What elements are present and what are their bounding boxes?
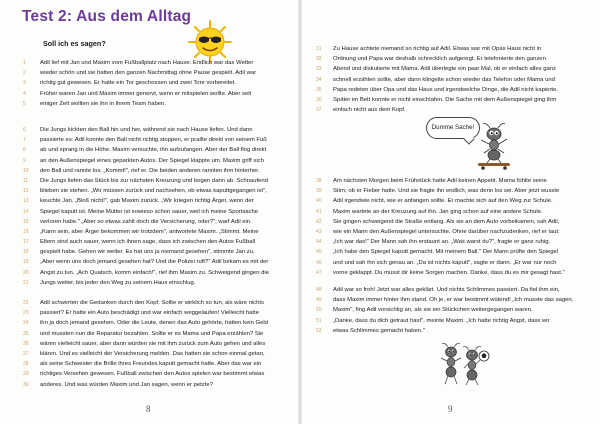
text-line [23,247,281,257]
text-line [316,268,586,278]
line-text: „Aber wenn uns doch jemand gesehen hat? Und die Polizei ruft?" Adil bekam es mit der [40,259,269,266]
line-number: 32 [316,56,322,63]
page-number: 8 [146,404,151,414]
line-text: Zu Hause achtete niemand so richtig auf Adil. Etwas war mit Opas Haus nicht in [333,46,542,52]
line-text: Eltern sind auch sauer, wenn ich ihnen sage, dass ich zwischen den Autos Fußball [40,239,256,246]
line-text: den Ball und rannte los. „Kommt!", rief er. Die beiden anderen rannten ihm hinterher. [40,167,260,174]
line-number: 31 [316,46,322,52]
text-line [23,278,281,288]
text-line [316,316,586,326]
line-text: Früher waren Jan und Maxim immer genervt, wenn er mitspielen wollte. Aber seit [40,90,252,97]
line-text: verloren habe." „Aber so etwas zahlt doch die Versicherung, oder?", warf Adil ein. [40,218,252,225]
line-text: „Danke, dass du dich getraut hast", meinte Maxim. „Ich hatte richtig Angst, dass wir [333,317,550,324]
text-line [316,176,586,186]
text-line [23,217,281,227]
line-text: Abend und diskutierte mit Mama. Adil überlegte ein paar Mal, ob er einfach alles ganz [333,66,556,73]
line-number: 47 [316,269,322,276]
text-line [23,58,281,68]
line-text: Adil war so froh! Jetzt war alles geklärt. Und nichts Schlimmes passiert. Da fiel ihm ein, [333,287,560,293]
line-number: 36 [316,96,322,103]
line-text: Adil lief mit Jan und Maxim vom Fußballplatz nach Hause. Endlich war das Wetter [40,60,254,66]
text-line [316,295,586,305]
two-ants-with-ball-icon [438,343,490,387]
line-text: Spiegel kaputt ist. Meine Mutter ist sowieso schon sauer, weil ich meine Sportsache [40,208,259,215]
text-line [23,257,281,267]
line-number: 8 [23,147,26,154]
line-text: Stirn, ob er Fieber hatte. Und sie fragte ihn endlich, was denn los sei. Aber jetzt wusste [333,188,560,195]
line-text: passierte es: Adil konnte den Ball nicht richtig stoppen, er prallte direkt von seinem Fuß [40,137,267,144]
line-text: Sie gingen schweigend die Straße entlang. Als sie an dem Auto vorbeikamen, sah Adil, [333,218,560,225]
line-number: 4 [23,90,26,97]
line-number: 21 [23,279,29,286]
line-text: Adil schwirrten die Gedanken durch den Kopf. Sollte er wirklich so tun, als wäre nichts [40,300,264,306]
line-text: Ordnung und Papa war deshalb schrecklich aufgeregt. Er telefonierte den ganzen [333,56,546,63]
section-question: Soll ich es sagen? [43,39,106,48]
text-line [23,78,281,88]
line-number: 50 [316,307,322,314]
text-line [23,359,281,369]
text-line [23,308,281,318]
text-line [316,305,586,315]
line-text: wie ein Mann den Außenspiegel untersuchte. Ohne darüber nachzudenken, rief er laut: [333,228,560,235]
paragraph [316,44,586,115]
line-text: Papa redeten über Opa und das Haus und irgendwelche Dinge, die Adil nicht kapierte. [333,86,558,93]
line-text: richtig gut gewesen. Er hatte ein Tor geschossen und zwei Tore vorbereitet. [40,80,236,87]
line-number: 3 [23,80,26,87]
text-line [23,329,281,339]
line-number: 7 [23,137,26,144]
line-number: 52 [316,327,322,334]
line-number: 16 [23,228,29,235]
text-line [316,227,586,237]
line-number: 26 [23,340,29,347]
text-line [316,85,586,95]
line-text: „Ich war das!" Der Mann sah ihn erstaunt an. „Was warst du?", fragte er ganz ruhig. [333,239,551,246]
line-number: 11 [23,177,29,184]
line-text: wären vielleicht sauer, aber dann würden sie mit ihm zurück zum Auto gehen und alles [40,340,266,347]
text-line [316,75,586,85]
line-text: und und sah ihn sich genau an. „Da ist nichts kaputt", sagte er dann. „Er war nur noch [333,259,557,266]
text-line [316,54,586,64]
line-text: blieben sie stehen. „Wir müssen zurück und nachsehen, ob etwas kaputtgegangen ist", [40,188,267,195]
line-text: Jungs weiter, bis jeder den Weg zu seinem Haus einschlug. [40,279,196,286]
text-line [23,196,281,206]
line-number: 28 [23,361,29,368]
line-text: und mussten nun die Reparatur bezahlen. Sollte er es Mama und Papa erzählen? Sie [40,330,264,337]
text-line [23,227,281,237]
text-line [23,369,281,379]
text-line [316,207,586,217]
text-line [316,95,586,105]
line-text: an den Außenspiegel eines geparkten Autos. Der Spiegel klappte um. Maxim griff sich [40,157,264,164]
line-text: „Kann sein, aber Ärger bekommen wir trotzdem", antwortete Maxim. „Stimmt. Meine [40,228,259,235]
line-text: einiger Zeit wollten sie ihn in ihrem Team haben. [40,100,166,107]
line-number: 42 [316,218,322,225]
line-text: Adil irgendwie nicht, wie er anfangen sollte. Er machte sich auf den Weg zur Schule. [333,198,553,205]
right-page [300,0,600,424]
line-number: 49 [316,297,322,304]
line-number: 35 [316,86,322,93]
line-number: 40 [316,198,322,205]
line-number: 45 [316,249,322,256]
line-number: 33 [316,66,322,73]
line-text: keuchte Jan. „Bloß nicht!", gab Maxim zurück. „Wir kriegen richtig Ärger, wenn der [40,198,254,205]
line-number: 25 [23,330,29,337]
text-line [316,285,586,295]
line-number: 20 [23,269,29,276]
line-number: 38 [316,178,322,184]
text-line [23,125,281,135]
line-text: Maxim", fing Adil vorsichtig an, als sie ein Stückchen weitergegangen waren. [333,307,533,314]
text-line [316,237,586,247]
line-number: 37 [316,107,322,114]
line-text: Angst zu tun. „Ach Quatsch, komm einfach!", rief ihm Maxim zu. Schweigend gingen die [40,269,269,276]
text-line [23,380,281,390]
text-line [23,207,281,217]
paragraph [23,125,281,288]
line-text: „Ich habe den Spiegel kaputt gemacht. Mit meinem Ball." Der Mann prüfte den Spiegel [333,249,559,256]
text-line [23,135,281,145]
line-number: 29 [23,371,29,378]
text-line [316,258,586,268]
line-text: ihn ja doch jemand gesehen. Oder die Leute, denen das Auto gehörte, hatten kein Geld [40,320,268,327]
line-text: vorne geklappt. Du musst dir keine Sorgen machen. Danke, dass du es mir gesagt hast." [333,269,565,276]
line-number: 41 [316,208,322,215]
line-number: 23 [23,310,29,317]
line-number: 34 [316,76,322,83]
text-line [23,156,281,166]
line-text: anderes. Und was würden Maxim und Jan sagen, wenn er petzte? [40,381,213,388]
line-number: 44 [316,239,322,246]
chapter-title: Test 2: Aus dem Alltag [22,8,192,25]
text-line [23,339,281,349]
line-text: Die Jungs kickten den Ball hin und her, während sie nach Hause liefen. Und dann [40,127,253,133]
text-line [23,145,281,155]
text-line [316,247,586,257]
text-line [316,186,586,196]
text-line [23,68,281,78]
line-text: gespielt habe. Gehen wir weiter. Es hat uns ja niemand gesehen", stimmte Jan zu. [40,249,255,256]
line-text: etwas Schlimmes gemacht haben." [333,327,425,334]
line-number: 10 [23,167,29,174]
text-line [316,196,586,206]
line-number: 19 [23,259,29,266]
line-number: 43 [316,228,322,235]
line-text: passiert? Er hatte ein Auto beschädigt und war einfach weggelaufen! Vielleicht hatte [40,310,259,317]
line-number: 2 [23,70,26,77]
text-line [23,186,281,196]
line-number: 24 [23,320,29,327]
line-number: 39 [316,188,322,195]
line-text: Maxim wartete an der Kreuzung auf ihn. Jan ging schon auf eine andere Schule. [333,208,543,215]
line-text: Die Jungs liefen das Stück bis zur nächsten Kreuzung und bogen dann ab. Schnaufend [40,177,268,184]
line-number: 48 [316,287,322,293]
line-number: 1 [23,60,26,66]
line-number: 6 [23,127,26,133]
text-line [316,64,586,74]
paragraph [316,285,586,336]
line-text: klären. Und es vielleicht der Versicherung melden. Das hatten sie schon einmal getan, [40,350,265,357]
line-number: 14 [23,208,29,215]
text-line [23,268,281,278]
line-text: Später im Bett konnte er nicht einschlafen. Die Sache mit dem Außenspiegel ging ihm [333,96,557,103]
line-number: 17 [23,239,29,246]
line-number: 12 [23,188,29,195]
text-line [23,298,281,308]
line-text: als seine Schwester die Brille ihres Freundes kaputt gemacht hatte. Aber das war ein [40,361,262,368]
text-line [23,99,281,109]
text-line [23,166,281,176]
line-text: richtiges Versehen gewesen. Fußball zwischen den Autos spielen war bestimmt etwas [40,371,265,378]
text-line [23,318,281,328]
text-line [316,217,586,227]
text-line [316,326,586,336]
text-line [23,349,281,359]
line-number: 18 [23,249,29,256]
line-text: wieder schön und sie hatten den ganzen Nachmittag ohne Pause gespielt. Adil war [40,70,257,77]
text-line [316,105,586,115]
paragraph [23,298,281,390]
line-number: 27 [23,350,29,357]
page-number: 9 [448,404,453,414]
text-line [316,44,586,54]
line-number: 51 [316,317,322,324]
text-line [23,89,281,99]
text-line [23,176,281,186]
line-number: 5 [23,100,26,107]
line-number: 13 [23,198,29,205]
line-number: 9 [23,157,26,164]
speech-bubble: Dumme Sache! [426,117,480,139]
line-number: 30 [23,381,29,388]
line-text: schnell erzählen sollte, aber dann klingelte schon wieder das Telefon oder Mama und [333,76,555,83]
ant-on-skateboard-icon [472,122,514,170]
line-text: dass Maxim immer hinter ihm stand. Oh je, er war bestimmt wütend! „Ich musste das sagen, [333,297,574,304]
line-text: Am nächsten Morgen beim Frühstück hatte Adil keinen Appetit. Mama fühlte seine [333,178,547,184]
line-text: einfach nicht aus dem Kopf. [333,107,406,114]
text-line [23,237,281,247]
line-number: 46 [316,259,322,266]
paragraph [316,176,586,278]
line-number: 22 [23,300,29,306]
paragraph [23,58,281,109]
line-text: ab und sprang in die Höhe. Maxim versuchte, ihn aufzufangen. Aber der Ball flog direkt [40,147,267,154]
line-number: 15 [23,218,29,225]
